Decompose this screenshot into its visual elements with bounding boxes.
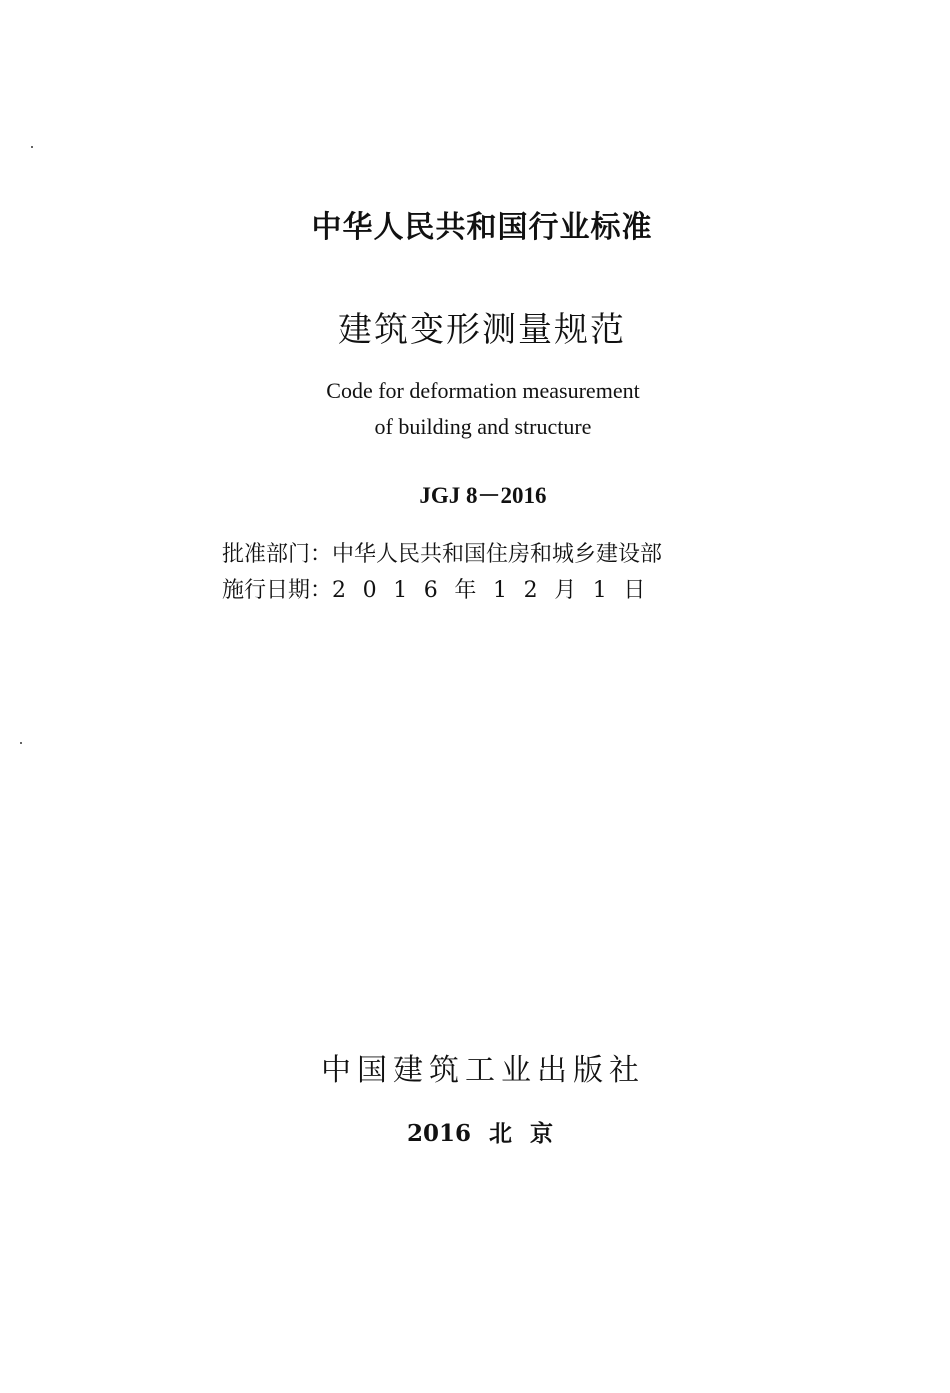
- effective-date-value: 2016年12月1日: [332, 578, 662, 603]
- standard-code: JGJ 8－2016: [419, 483, 547, 508]
- approval-label: 批准部门：: [222, 542, 333, 567]
- english-title-line-1: Code for deformation measurement: [326, 378, 640, 403]
- effective-date-label: 施行日期：: [222, 578, 333, 603]
- english-title-line-2: of building and structure: [374, 414, 592, 439]
- publisher-name: 中国建筑工业出版社: [321, 1053, 645, 1088]
- standard-meta: [222, 537, 662, 609]
- approval-value: 中华人民共和国住房和城乡建设部: [332, 542, 663, 567]
- effective-date-row: [222, 573, 662, 609]
- approval-row: [222, 537, 662, 573]
- publication-year-place: 2016 北 京: [406, 1120, 554, 1147]
- scan-speck: [20, 742, 22, 744]
- industry-standard-heading: 中华人民共和国行业标准: [311, 210, 653, 245]
- chinese-title: 建筑变形测量规范: [338, 310, 626, 350]
- scan-speck: [31, 146, 33, 148]
